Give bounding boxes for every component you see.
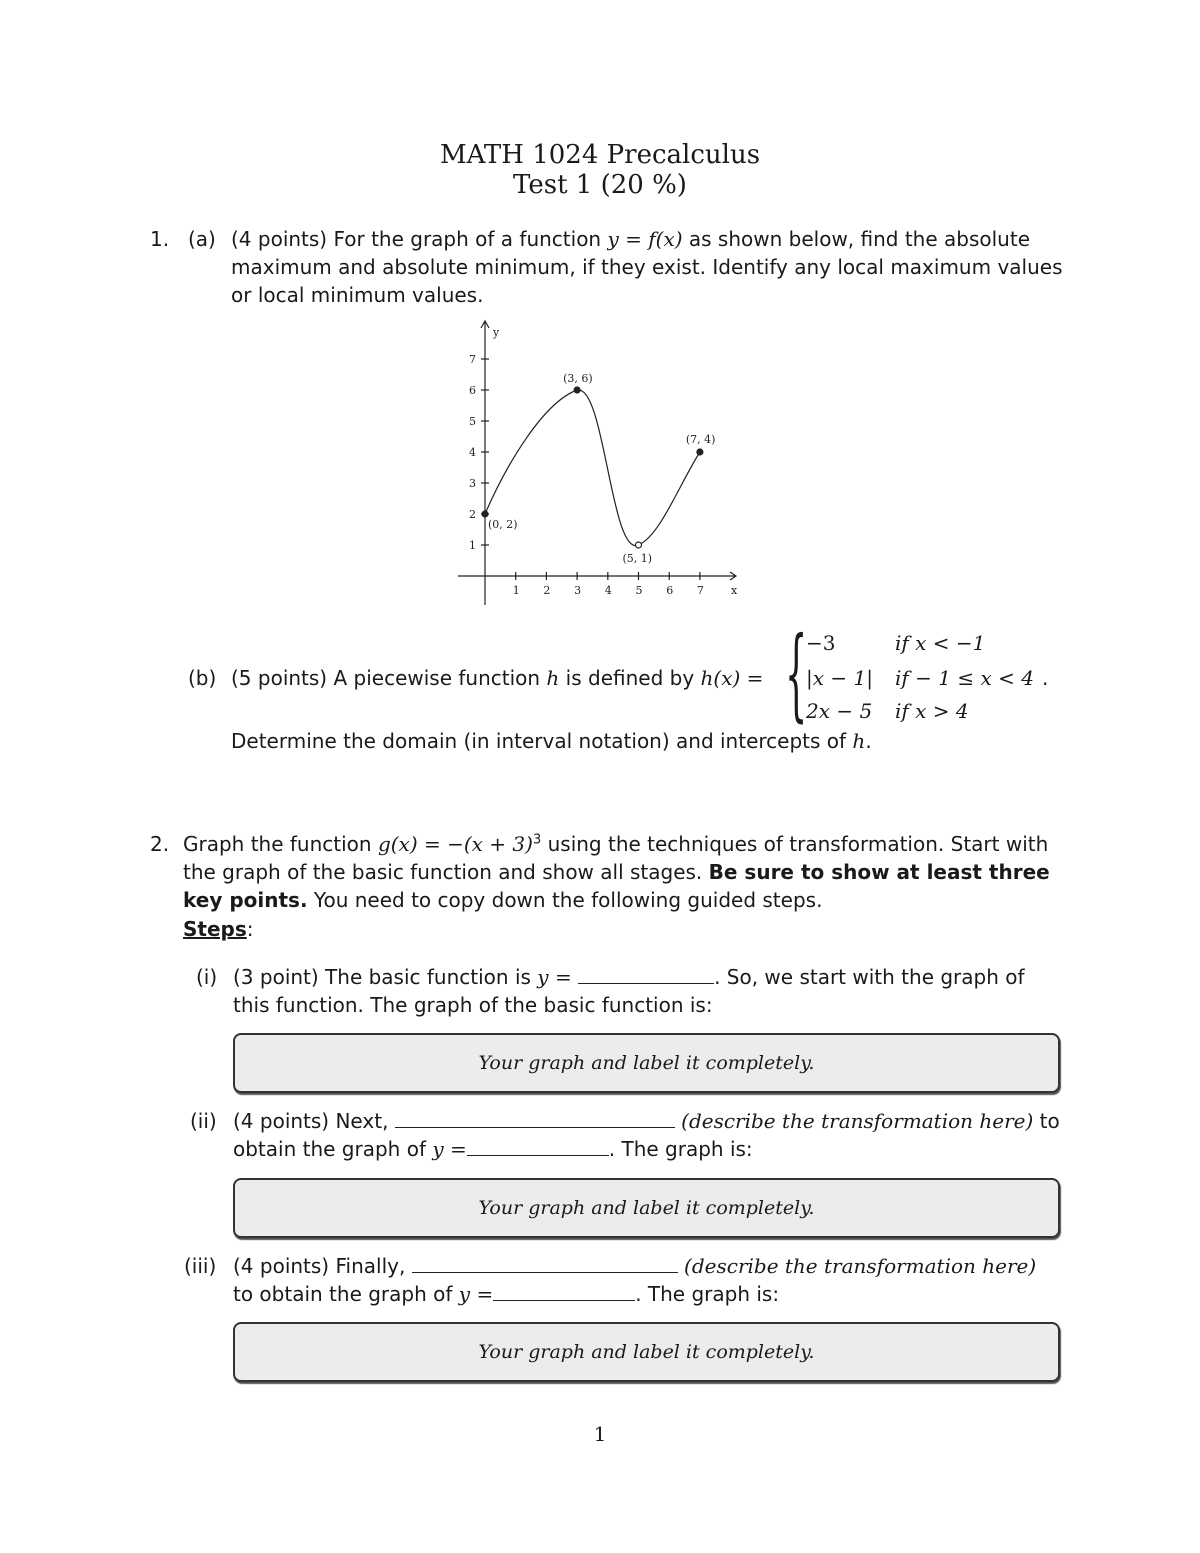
case-3-cond: if x > 4 [895, 699, 969, 723]
step-i-blank[interactable] [578, 965, 714, 984]
graph-answer-box-3-text: Your graph and label it completely. [478, 1341, 815, 1363]
step-i-line1 [233, 965, 1025, 989]
y-tick-label: 4 [469, 446, 476, 459]
step-iii-line2 [233, 1282, 779, 1306]
graph-answer-box-1[interactable] [233, 1033, 1060, 1093]
step-i-line2: this function. The graph of the basic function is: [233, 993, 713, 1017]
step-ii-blank-fn[interactable] [467, 1137, 609, 1156]
q1a-text: (4 points) For the graph of a function [231, 227, 608, 251]
step-iii-line1 [233, 1254, 1036, 1278]
q2-exponent: 3 [532, 832, 542, 848]
point-label: (7, 4) [685, 433, 716, 446]
step-iii-label: (iii) [184, 1254, 217, 1278]
case-2-expr: |x − 1| [806, 666, 873, 690]
y-tick-label: 1 [469, 539, 476, 552]
step-iii-desc: (describe the transformation here) [684, 1254, 1037, 1278]
step-ii-line2-post: . The graph is: [608, 1137, 753, 1161]
q1b-text: (5 points) A piecewise function [231, 666, 547, 690]
q1b-line1 [231, 666, 763, 690]
case-period: . [1042, 666, 1049, 690]
graph-point [574, 387, 580, 393]
function-graph [440, 315, 750, 610]
q1b-label: (b) [188, 666, 217, 690]
step-ii-blank-desc[interactable] [395, 1109, 675, 1128]
q2-math: g(x) = −(x + 3) [377, 832, 533, 856]
case-1-cond: if x < −1 [895, 631, 986, 655]
x-tick-label: 4 [604, 584, 612, 597]
step-iii-blank-desc[interactable] [412, 1254, 678, 1273]
q1b-line2-period: . [865, 729, 872, 753]
q2-line3 [183, 888, 822, 912]
step-i-text: (3 point) The basic function is [233, 965, 538, 989]
q1b-line2 [231, 729, 872, 753]
point-label: (0, 2) [488, 518, 518, 531]
step-ii-math: y = [432, 1137, 467, 1161]
graph-point [636, 542, 642, 548]
course-title: MATH 1024 Precalculus [439, 140, 761, 170]
case-3-expr: 2x − 5 [806, 699, 873, 723]
q1a-label: (a) [188, 227, 216, 251]
graph-point [697, 449, 703, 455]
q1b-text-mid: is defined by [559, 666, 701, 690]
case-2-cond: if − 1 ≤ x < 4 [895, 666, 1034, 690]
y-axis-label: y [493, 326, 500, 339]
step-iii-math: y = [458, 1282, 494, 1306]
graph-answer-box-2-text: Your graph and label it completely. [478, 1197, 815, 1219]
q1a-math: y = f(x) [607, 227, 683, 251]
q1a-text-post: as shown below, find the absolute [682, 227, 1031, 251]
graph-answer-box-3[interactable] [233, 1322, 1060, 1382]
q1-number: 1. [150, 227, 170, 251]
y-tick-label: 2 [469, 508, 476, 521]
q2-line3-bold: key points. [183, 888, 308, 912]
q1b-h: h [546, 666, 560, 690]
steps-label: Steps [183, 917, 247, 941]
step-i-math: y = [537, 965, 572, 989]
x-tick-label: 7 [696, 584, 704, 597]
step-ii-text-post: to [1033, 1109, 1060, 1133]
q2-line3-text: You need to copy down the following guided steps. [307, 888, 823, 912]
step-iii-text: (4 points) Finally, [233, 1254, 412, 1278]
x-tick-label: 5 [635, 584, 643, 597]
x-axis-label: x [731, 584, 738, 597]
x-tick-label: 3 [574, 584, 582, 597]
x-tick-label: 6 [666, 584, 674, 597]
step-ii-text: (4 points) Next, [233, 1109, 395, 1133]
step-i-text-post: . So, we start with the graph of [714, 965, 1025, 989]
graph-point [482, 511, 488, 517]
step-iii-line2-text: to obtain the graph of [233, 1282, 459, 1306]
q1b-line2-h: h [852, 729, 866, 753]
steps-colon: : [246, 917, 254, 941]
step-ii-line2-text: obtain the graph of [233, 1137, 433, 1161]
point-label: (5, 1) [622, 552, 653, 565]
y-tick-label: 6 [469, 384, 476, 397]
q1b-hx: h(x) = [700, 666, 764, 690]
q1a-line1 [231, 227, 1030, 251]
q1b-line2-text: Determine the domain (in interval notation) and intercepts of [231, 729, 853, 753]
y-tick-label: 3 [469, 477, 476, 490]
q2-line2-bold: Be sure to show at least three [708, 860, 1050, 884]
point-label: (3, 6) [563, 372, 593, 385]
step-i-label: (i) [196, 965, 218, 989]
step-ii-label: (ii) [190, 1109, 217, 1133]
q2-text-post: using the techniques of transformation. Start with [541, 832, 1049, 856]
piecewise-brace: { [785, 615, 808, 732]
graph-answer-box-2[interactable] [233, 1178, 1060, 1238]
x-tick-label: 2 [543, 584, 551, 597]
q1a-line3: or local minimum values. [231, 283, 484, 307]
steps-heading [183, 917, 254, 941]
page-number: 1 [593, 1422, 607, 1446]
step-ii-line2 [233, 1137, 753, 1161]
x-tick-label: 1 [512, 584, 520, 597]
q2-number: 2. [150, 832, 170, 856]
y-tick-label: 7 [469, 353, 476, 366]
case-1-expr: −3 [806, 631, 836, 655]
step-ii-line1 [233, 1109, 1060, 1133]
step-iii-blank-fn[interactable] [493, 1282, 635, 1301]
q2-line2 [183, 860, 1050, 884]
q2-text: Graph the function [183, 832, 378, 856]
step-iii-line2-post: . The graph is: [635, 1282, 780, 1306]
y-tick-label: 5 [469, 415, 476, 428]
q2-line1 [183, 832, 1048, 856]
q2-line2-text: the graph of the basic function and show all stages. [183, 860, 709, 884]
q1a-line2: maximum and absolute minimum, if they exist. Identify any local maximum values [231, 255, 1063, 279]
step-ii-desc: (describe the transformation here) [681, 1109, 1034, 1133]
graph-answer-box-1-text: Your graph and label it completely. [478, 1052, 815, 1074]
test-title: Test 1 (20 %) [513, 170, 687, 200]
